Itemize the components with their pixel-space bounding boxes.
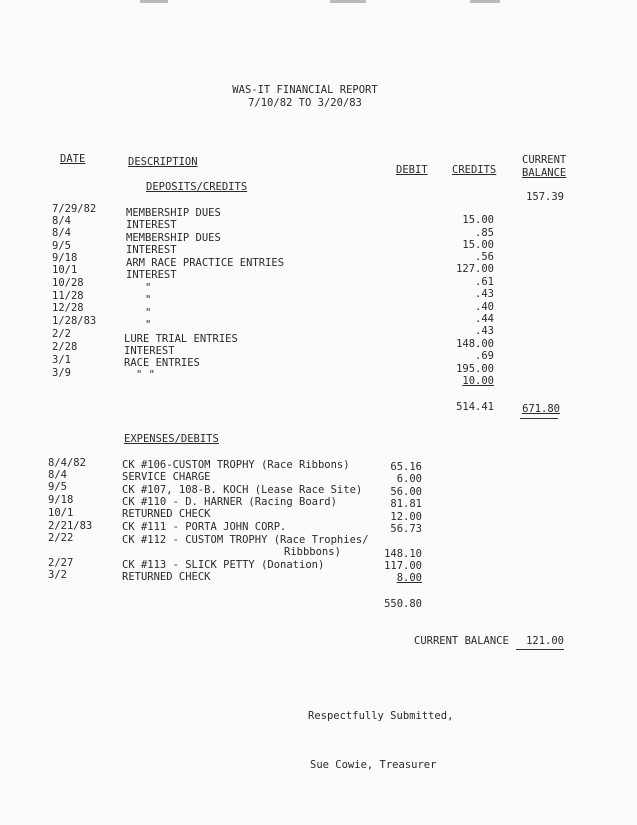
deposit-desc: INTEREST: [126, 244, 177, 256]
scan-mark: [470, 0, 500, 3]
deposit-desc: ": [145, 319, 152, 331]
report-period: 7/10/82 TO 3/20/83: [248, 97, 362, 109]
deposit-desc: INTEREST: [126, 219, 177, 231]
current-balance-label: CURRENT BALANCE: [414, 635, 509, 647]
header-description: DESCRIPTION: [128, 156, 198, 168]
debit-amount: 65.16: [390, 461, 422, 473]
deposit-date: 1/28/83: [52, 315, 97, 327]
header-credits: CREDITS: [452, 164, 497, 176]
expense-desc: CK #112 - CUSTOM TROPHY (Race Trophies/: [122, 534, 369, 546]
deposit-date: 2/28: [52, 341, 78, 353]
credit-amount: .43: [475, 325, 494, 337]
deposits-heading: DEPOSITS/CREDITS: [146, 181, 248, 193]
expense-desc: CK #110 - D. HARNER (Racing Board): [122, 496, 337, 508]
deposit-date: 9/5: [52, 240, 71, 252]
deposit-desc: RACE ENTRIES: [124, 357, 200, 369]
debit-amount: 56.73: [390, 523, 422, 535]
deposit-desc: ARM RACE PRACTICE ENTRIES: [126, 257, 285, 269]
credit-amount: .56: [475, 251, 494, 263]
expense-desc: CK #113 - SLICK PETTY (Donation): [122, 559, 325, 571]
expense-desc: CK #111 - PORTA JOHN CORP.: [122, 521, 287, 533]
deposit-date: 8/4: [52, 227, 71, 239]
expense-date: 2/27: [48, 557, 74, 569]
credit-amount: .69: [475, 350, 494, 362]
total-debits: 550.80: [384, 598, 422, 610]
current-balance-value: 121.00: [526, 635, 564, 647]
expense-desc: CK #106-CUSTOM TROPHY (Race Ribbons): [122, 459, 350, 471]
deposit-desc: " ": [136, 369, 155, 381]
expense-desc: RETURNED CHECK: [122, 571, 211, 583]
deposit-date: 11/28: [52, 290, 84, 302]
expense-desc: SERVICE CHARGE: [122, 471, 211, 483]
debit-amount-last: 8.00: [396, 572, 422, 584]
deposit-desc: ": [145, 307, 152, 319]
header-balance: BALANCE: [522, 167, 567, 179]
credit-amount: .61: [475, 276, 494, 288]
expense-date: 2/22: [48, 532, 74, 544]
deposit-desc: MEMBERSHIP DUES: [126, 207, 221, 219]
expense-date: 8/4/82: [48, 457, 86, 469]
credit-amount: 15.00: [462, 239, 494, 251]
balance-after-credits: 671.80: [522, 403, 560, 415]
expense-date: 2/21/83: [48, 520, 93, 532]
expense-desc: Ribbbons): [284, 546, 341, 558]
credit-amount: 148.00: [456, 338, 494, 350]
expense-date: 9/18: [48, 494, 74, 506]
debit-amount: 12.00: [390, 511, 422, 523]
header-debit: DEBIT: [396, 164, 428, 176]
deposit-date: 2/2: [52, 328, 71, 340]
deposit-date: 10/28: [52, 277, 84, 289]
deposit-date: 12/28: [52, 302, 84, 314]
deposit-desc: MEMBERSHIP DUES: [126, 232, 221, 244]
scan-mark: [140, 0, 168, 3]
expense-date: 10/1: [48, 507, 74, 519]
credit-amount: 195.00: [456, 363, 494, 375]
credit-amount: .44: [475, 313, 494, 325]
deposit-date: 3/9: [52, 367, 71, 379]
opening-balance: 157.39: [526, 191, 564, 203]
closing-text: Respectfully Submitted,: [308, 710, 454, 722]
report-title: WAS-IT FINANCIAL REPORT: [232, 84, 378, 96]
expense-desc: RETURNED CHECK: [122, 508, 211, 520]
debit-amount: 148.10: [384, 548, 422, 560]
debit-amount: 117.00: [384, 560, 422, 572]
credit-amount: .40: [475, 301, 494, 313]
deposit-desc: INTEREST: [126, 269, 177, 281]
expenses-heading: EXPENSES/DEBITS: [124, 433, 219, 445]
credit-amount-last: 10.00: [462, 375, 494, 387]
credit-amount: .85: [475, 227, 494, 239]
deposit-date: 9/18: [52, 252, 78, 264]
debit-amount: 81.81: [390, 498, 422, 510]
header-date: DATE: [60, 153, 86, 165]
deposit-date: 7/29/82: [52, 203, 97, 215]
deposit-desc: ": [145, 294, 152, 306]
current-balance-rule: [516, 649, 564, 650]
deposit-desc: LURE TRIAL ENTRIES: [124, 333, 238, 345]
balance-double-rule: [520, 418, 558, 419]
deposit-desc: INTEREST: [124, 345, 175, 357]
debit-amount: 56.00: [390, 486, 422, 498]
expense-date: 8/4: [48, 469, 67, 481]
header-current: CURRENT: [522, 154, 567, 166]
credit-amount: 127.00: [456, 263, 494, 275]
expense-desc: CK #107, 108-B. KOCH (Lease Race Site): [122, 484, 363, 496]
deposit-date: 10/1: [52, 264, 78, 276]
signature-line: Sue Cowie, Treasurer: [310, 759, 437, 771]
credit-amount: .43: [475, 288, 494, 300]
total-credits: 514.41: [456, 401, 494, 413]
credit-amount: 15.00: [462, 214, 494, 226]
expense-date: 3/2: [48, 569, 67, 581]
expense-date: 9/5: [48, 481, 67, 493]
deposit-date: 3/1: [52, 354, 71, 366]
deposit-desc: ": [145, 282, 152, 294]
debit-amount: 6.00: [396, 473, 422, 485]
deposit-date: 8/4: [52, 215, 71, 227]
scan-mark: [330, 0, 366, 3]
